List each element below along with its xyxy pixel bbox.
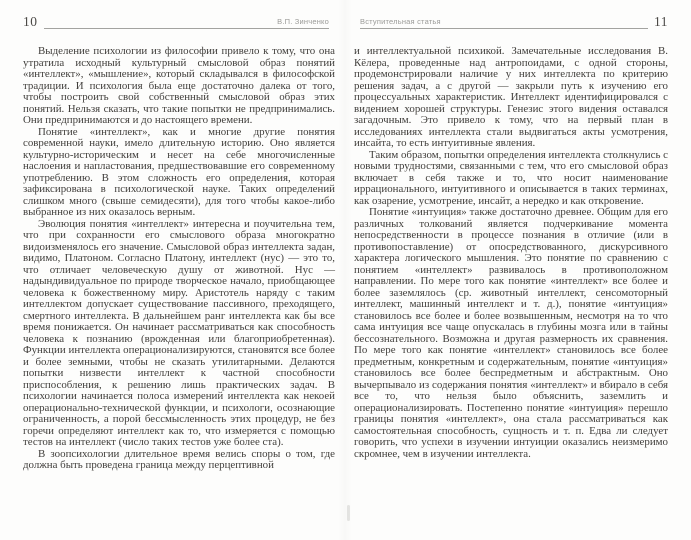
page-right-body [354,46,668,460]
page-right [345,0,691,540]
page-right-header [354,13,668,29]
body-paragraph: Понятие «интеллект», как и многие другие понятия современной науки, имело длительную историю. Оно является культурно-историческим и несет на себе многочисленные наслоения и напластования, предшествовавшие его современному употреблению. В этом сложность его определения, которая зафиксирована в психологической науке. Таких определений слишком много (свыше семидесяти), для того чтобы какое-либо выбранное из них оказалось верным. [23,125,335,218]
body-paragraph: Понятие «интуиция» также достаточно древнее. Общим для его различных толкований является подчеркивание момента непосредственности в процессе познания в отличие (или в противопоставление) от опосредствованного, дискурсивного характера логического мышления. Это понятие по сравнению с понятием «интеллект» развивалось в противоположном направлении. По мере того как понятие «интеллект» все более и более заземлялось (ср. животный интеллект, сенсомоторный интеллект, машинный интеллект и т. д.), понятие «интуиция» становилось все более и более возвышенным, несмотря на то что сама интуиция все чаще опускалась в глубины мозга или в тайны бессознательного. Возможна и другая размерность их сравнения. По мере того как понятие «интеллект» становилось все более предметным, конкретным и содержательным, понятие «интуиция» становилось все более беспредметным и абстрактным. Оно вычерпывало из содержания понятия «интеллект» и вбирало в себя все то, что нельзя было объяснить, заземлить и операционализировать. Постепенно понятие «интуиция» перешло границы понятия «интеллект», она стала рассматриваться как самостоятельная способность, сущность и т. п. Едва ли следует говорить, что успехи в изучении интуиции оказались неизмеримо скромнее, чем в изучении интеллекта. [354,206,668,460]
page-number-right: 11 [654,14,668,29]
running-head-right: Вступительная статья [360,17,441,26]
page-left-header [23,13,335,29]
page-left-body [23,46,335,472]
body-paragraph: Выделение психологии из философии привело к тому, что она утратила исходный культурный смысловой образ понятий «интеллект», «мышление», который складывался в философской традиции. И психология была еще достаточно далека от того, чтобы построить свой собственный смысловой образ этих понятий. Нельзя сказать, что такие попытки не предпринимались. Они предпринимаются и до настоящего времени. [23,45,335,126]
body-paragraph: Эволюция понятия «интеллект» интересна и поучительна тем, что при сохранности его смыслового образа многократно видоизменялось его значение. Смысловой образ интеллекта задан, видимо, Платоном. Согласно Платону, интеллект (нус) — это то, что отличает человеческую душу от животной. Нус — надындивидуальное по природе творческое начало, приобщающее человека к божественному миру. Аристотель наряду с таким интеллектом допускает существование пассивного, преходящего, смертного интеллекта. В дальнейшем ранг интеллекта как бы все время понижается. Он начинает рассматриваться как способность человека к познанию (врожденная или благоприобретенная). Функции интеллекта операционализируются, становятся все более и более земными, чтобы не сказать утилитарными. Делаются попытки низвести интеллект к частной способности приспособления, к решению лишь практических задач. В психологии начинается полоса измерений интеллекта как некоей операционально-технической функции, и психологи, осознающие ограниченность, а порой бессмысленность этих процедур, не без горечи определяют интеллект как то, что измеряется с помощью тестов на интеллект (число таких тестов уже более ста). [23,217,335,448]
page-number-left: 10 [23,14,38,29]
running-head-left: В.П. Зинченко [277,17,329,26]
header-rule-right [360,14,648,29]
page-left [0,0,345,540]
body-paragraph: Таким образом, попытки определения интеллекта столкнулись с новыми трудностями, связанными с тем, что его смысловой образ включает в себя также и то, что носит наименование иррационального, интуитивного и описывается в таких терминах, как озарение, усмотрение, инсайт, а нередко и как откровение. [354,148,668,207]
header-rule-left [44,14,330,29]
body-paragraph: В зоопсихологии длительное время велись споры о том, где должна быть проведена граница между перцептивной [23,447,335,471]
body-paragraph: и интеллектуальной психикой. Замечательные исследования В. Кёлера, проведенные над антропоидами, с одной стороны, продемонстрировали наличие у них интеллекта по критерию решения задач, а с другой — закрыли путь к изучению его процессуальных характеристик. Интеллект идентифицировался с видением хорошей структуры. Генезис этого видения оставался загадочным. Это привело к тому, что на первый план в исследованиях интеллекта стали выдвигаться акты усмотрения, инсайта, то есть интуитивные явления. [354,45,668,149]
